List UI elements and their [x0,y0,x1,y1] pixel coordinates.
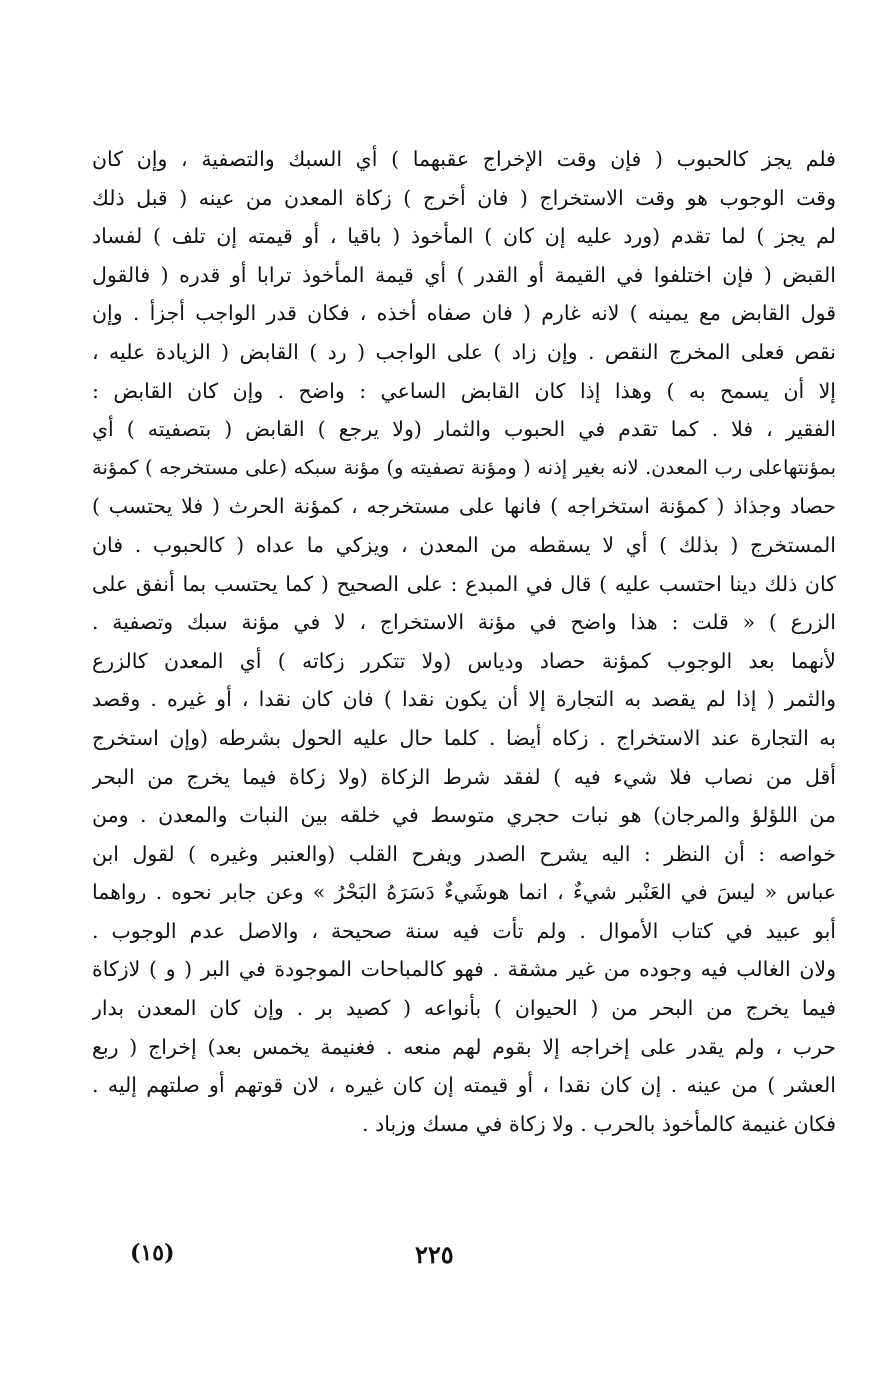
text-line: لأنهما بعد الوجوب كمؤنة حصاد ودياس (ولا تتكرر زكاته ) أي المعدن كالزرع [92,648,836,673]
page-number: ٢٢٥ [415,1240,454,1269]
text-line: العشر ) من عينه . إن كان نقدا ، أو قيمته إن كان غيره ، لان قوتهم أو صلتهم إليه . [92,1073,836,1098]
text-line: خواصه : أن النظر : اليه يشرح الصدر ويفرح القلب (والعنبر وغيره ) لقول ابن [92,841,836,866]
text-line: أقل من نصاب فلا شيء فيه ) لفقد شرط الزكاة (ولا زكاة فيما يخرج من البحر [92,764,836,789]
text-line: قول القابض مع يمينه ) لانه غارم ( فان صفاه أخذه ، فكان قدر الواجب أجزأ . وإن [92,301,836,326]
text-line: إلا أن يسمح به ) وهذا إذا كان القابض الساعي : واضح . وإن كان القابض : [92,378,836,403]
text-line: والثمر ( إذا لم يقصد به التجارة إلا أن يكون نقدا ) فان كان نقدا ، أو غيره . وقصد [92,687,836,712]
text-line: الفقير ، فلا . كما تقدم في الحبوب والثمار (ولا يرجع ) القابض ( بتصفيته ) أي [92,417,836,442]
text-line: المستخرج ( بذلك ) أي لا يسقطه من المعدن ، ويزكي ما عداه ( كالحبوب . فان [92,532,836,557]
text-line: من اللؤلؤ والمرجان) هو نبات حجري متوسط في خلقه بين النبات والمعدن . ومن [92,803,836,828]
text-line: كان ذلك دينا احتسب عليه ) قال في المبدع : على الصحيح ( كما يحتسب بما أنفق على [92,571,836,596]
text-line: وقت الوجوب هو وقت الاستخراج ( فان أخرج ) زكاة المعدن من عينه ( قبل ذلك [92,185,836,210]
text-line: القبض ( فإن اختلفوا في القيمة أو القدر ) أي قيمة المأخوذ ترابا أو قدره ( فالقول [92,262,836,287]
text-line: فكان غنيمة كالمأخوذ بالحرب . ولا زكاة في مسك وزباد . [362,1111,836,1136]
text-line: نقص فعلى المخرج النقص . وإن زاد ) على الواجب ( رد ) القابض ( الزيادة عليه ، [92,339,836,364]
signature-mark: (١٥) [130,1240,175,1266]
body-text [92,140,836,1143]
page-footer [0,1240,879,1280]
text-line: فلم يجز كالحبوب ( فإن وقت الإخراج عقبهما ) أي السبك والتصفية ، وإن كان [92,147,836,171]
text-line: لم يجز ) لما تقدم (ورد عليه إن كان ) المأخوذ ( باقيا ، أو قيمته إن تلف ) لفساد [92,224,836,249]
text-line: أبو عبيد في كتاب الأموال . ولم تأت فيه سنة صحيحة ، والاصل عدم الوجوب . [92,918,836,943]
text-line: حصاد وجذاذ ( كمؤنة استخراجه ) فانها على مستخرجه ، كمؤنة الحرث ( فلا يحتسب ) [92,494,836,519]
text-line: فيما يخرج من البحر من ( الحيوان ) بأنواعه ( كصيد بر . وإن كان المعدن بدار [92,996,836,1021]
text-line: عباس « ليسَ في العَنْبر شيءٌ ، انما هوشَيءٌ دَسَرَهُ البَحْرُ » وعن جابر نحوه . رواهما [92,880,836,905]
text-line: ولان الغالب فيه وجوده من غير مشقة . فهو كالمباحات الموجودة في البر ( و ) لازكاة [92,957,836,982]
text-line: بمؤنتهاعلى رب المعدن. لانه بغير إذنه ( ومؤنة تصفيته و) مؤنة سبكه (على مستخرجه ) كمؤنة [92,455,836,479]
text-line: الزرع ) « قلت : هذا واضح في مؤنة الاستخراج ، لا في مؤنة سبك وتصفية . [92,610,836,635]
text-line: به التجارة عند الاستخراج . زكاه أيضا . كلما حال عليه الحول بشرطه (وإن استخرج [92,725,836,750]
text-line: حرب ، ولم يقدر على إخراجه إلا بقوم لهم منعه . فغنيمة يخمس بعد) إخراج ( ربع [92,1034,836,1059]
